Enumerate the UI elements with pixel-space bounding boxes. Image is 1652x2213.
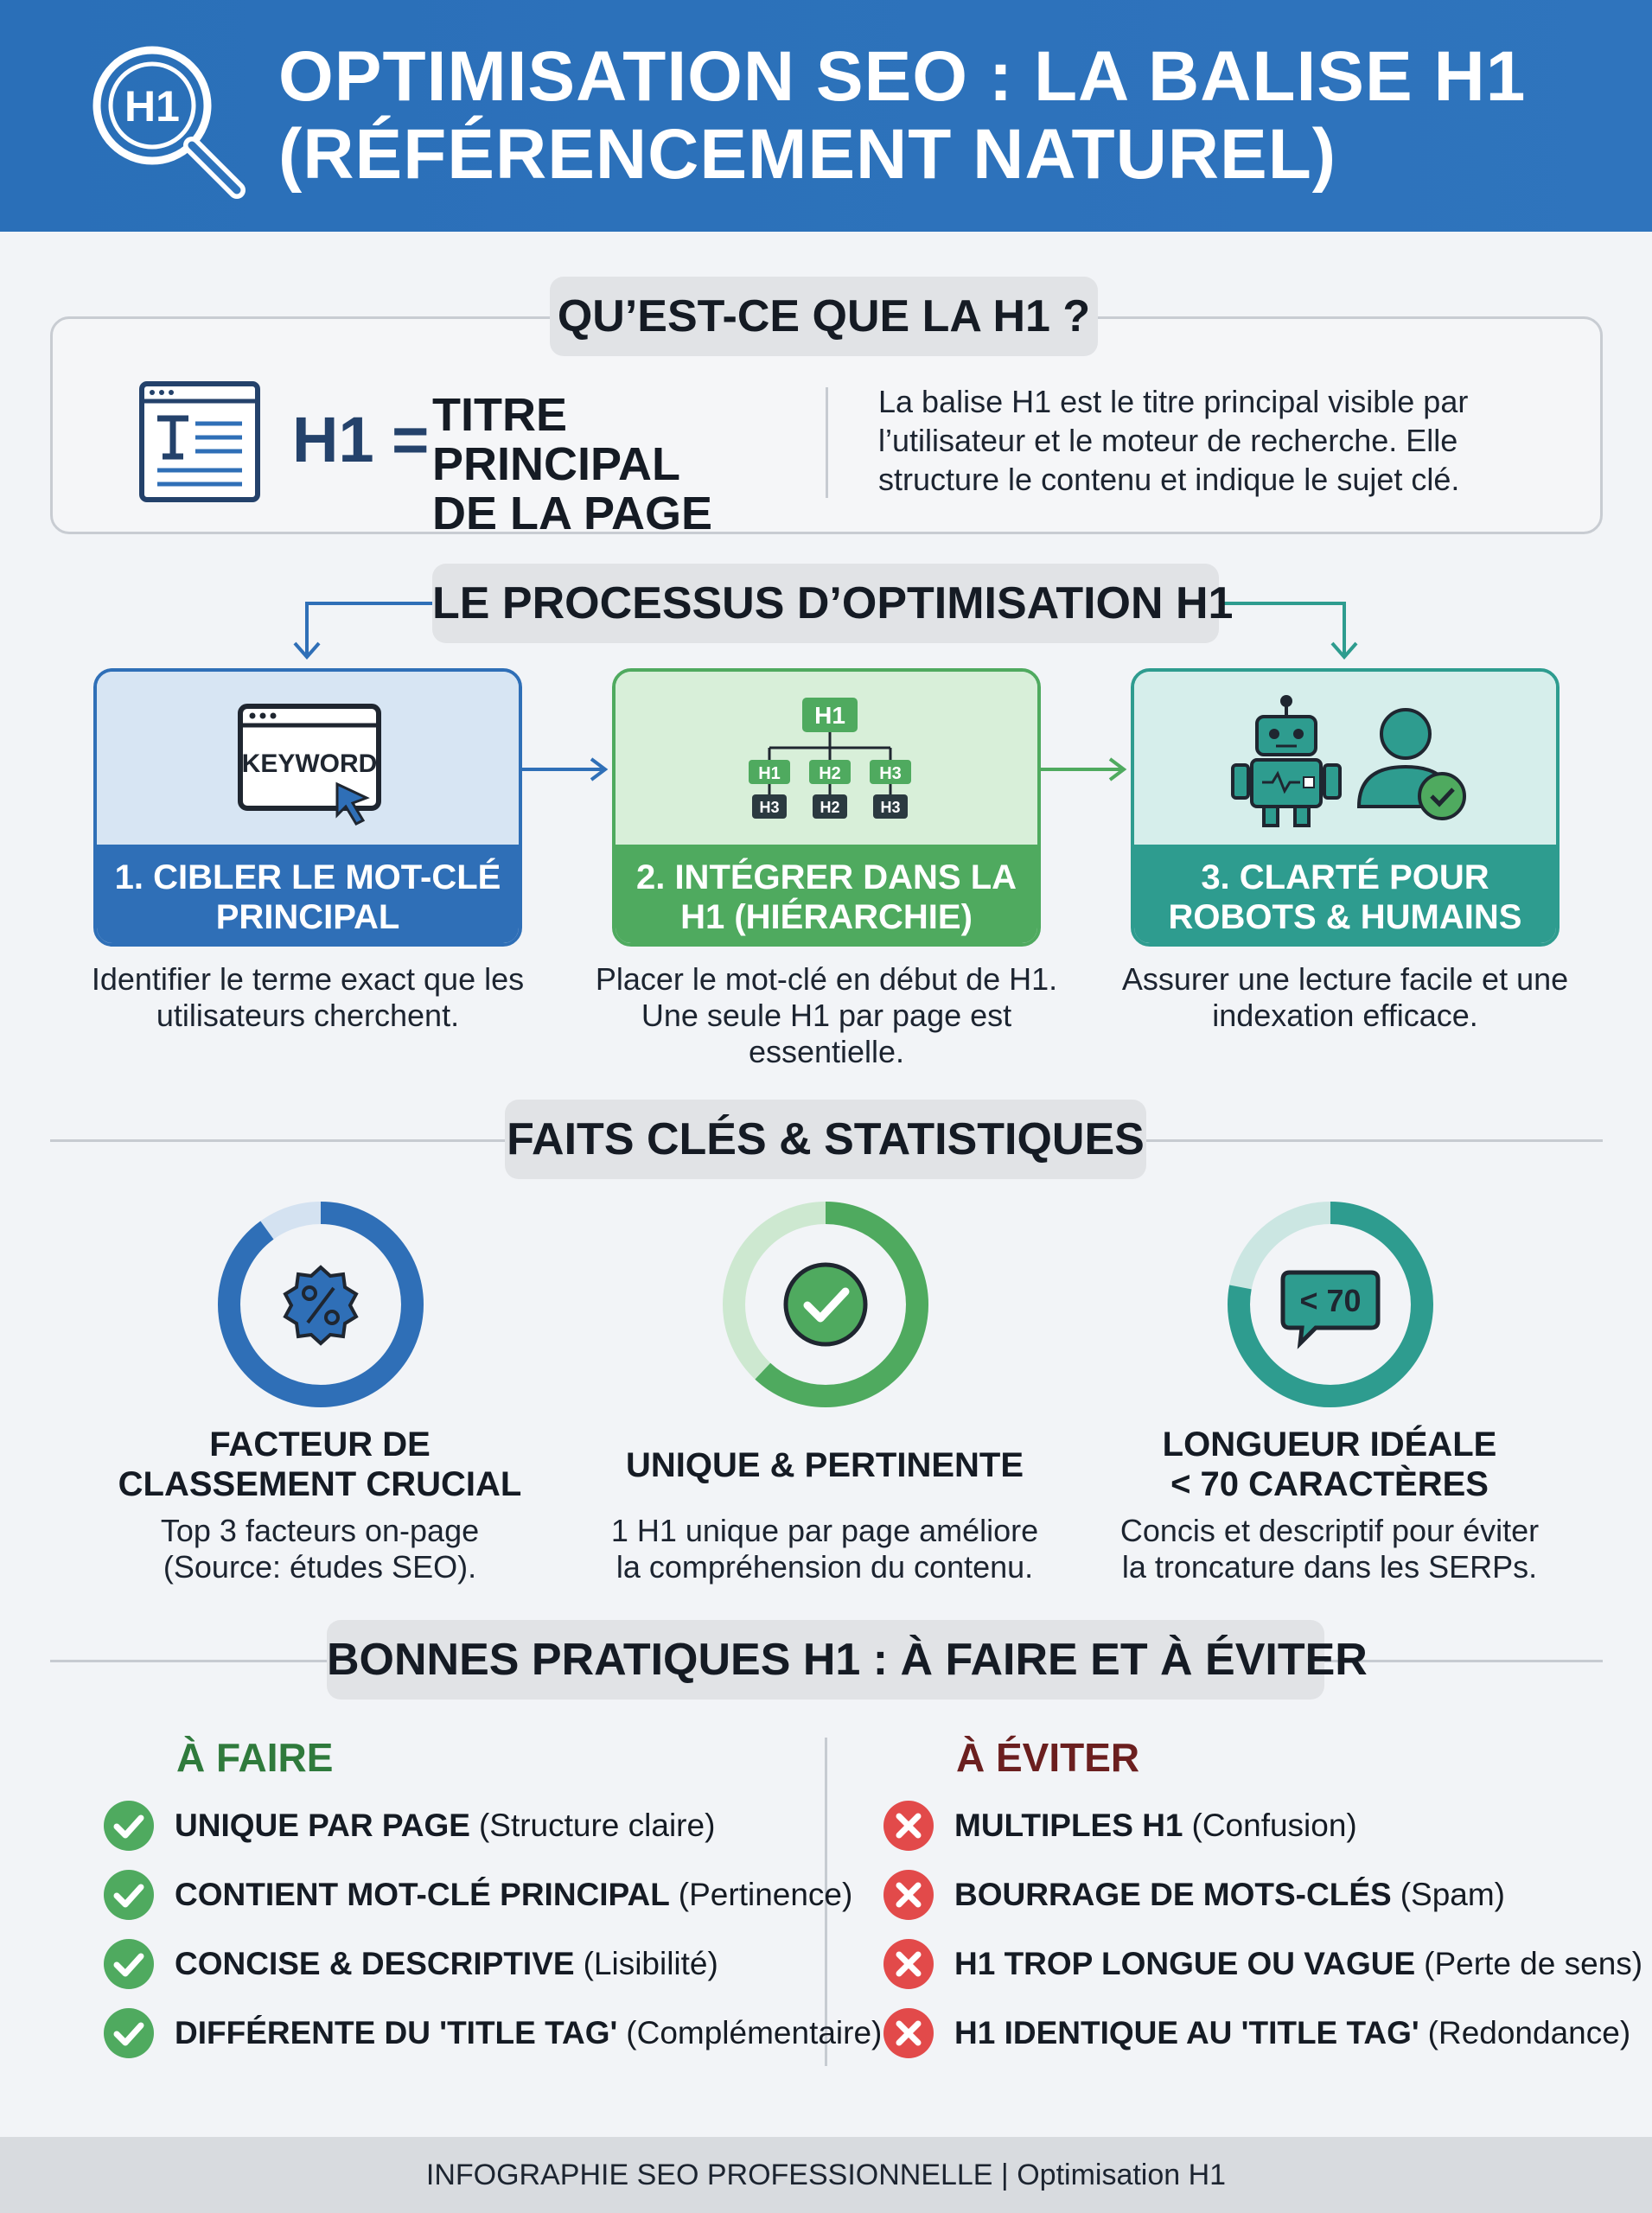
- stat-desc-ranking-line2: (Source: études SEO).: [163, 1549, 477, 1585]
- process-step-2-description: Placer le mot-clé en début de H1. Une seule H1 par page est essentielle.: [595, 961, 1058, 1069]
- check-circle-icon: [102, 1937, 156, 1991]
- h1-equation-definition: [432, 391, 813, 539]
- check-circle-icon: [102, 1799, 156, 1853]
- do-item-label: UNIQUE PAR PAGE: [175, 1808, 470, 1843]
- h1-definition-text: La balise H1 est le titre principal visible par l’utilisateur et le moteur de recherche. Elle structure le contenu et indique le sujet clé.: [878, 384, 1469, 497]
- stat-title-length: [1088, 1425, 1572, 1504]
- avoid-item: [882, 1798, 1357, 1853]
- svg-text:H2: H2: [819, 764, 841, 783]
- page-title-line2: (RÉFÉRENCEMENT NATUREL): [278, 115, 1337, 194]
- do-item-note: (Structure claire): [478, 1808, 716, 1843]
- avoid-item-note: (Perte de sens): [1424, 1946, 1643, 1981]
- avoid-item-note: (Redondance): [1427, 2015, 1631, 2050]
- do-item-note: (Lisibilité): [583, 1946, 718, 1981]
- do-item-note: (Complémentaire): [626, 2015, 883, 2050]
- do-item-label: DIFFÉRENTE DU 'TITLE TAG': [175, 2015, 618, 2050]
- avoid-item: [882, 2006, 1630, 2061]
- magnifier-h1-icon: [85, 38, 249, 202]
- svg-text:H3: H3: [880, 799, 901, 816]
- avoid-item-note: (Spam): [1400, 1877, 1505, 1912]
- avoid-item-label: H1 IDENTIQUE AU 'TITLE TAG': [954, 2015, 1419, 2050]
- header-banner: [0, 0, 1652, 232]
- keyword-browser-icon: [237, 703, 386, 826]
- process-step-3-description: Assurer une lecture facile et une indexation efficace.: [1121, 961, 1569, 1033]
- stat-ring-length: [1222, 1196, 1438, 1413]
- svg-text:H3: H3: [879, 764, 902, 783]
- cross-circle-icon: [882, 2006, 935, 2060]
- stat-desc-unique-line2: la compréhension du contenu.: [616, 1549, 1034, 1585]
- process-step-2: [612, 668, 1041, 947]
- page-title-line1: OPTIMISATION SEO : LA BALISE H1: [278, 37, 1527, 116]
- avoid-item-label: MULTIPLES H1: [954, 1808, 1183, 1843]
- process-step-1: [93, 668, 522, 947]
- stat-title-unique: [583, 1445, 1067, 1485]
- avoid-item: [882, 1867, 1505, 1923]
- footer: INFOGRAPHIE SEO PROFESSIONNELLE | Optimisation H1: [0, 2137, 1652, 2213]
- process-step-1-title: 1. CIBLER LE MOT-CLÉ PRINCIPAL: [97, 845, 519, 947]
- do-item-note: (Pertinence): [678, 1877, 853, 1912]
- svg-text:H2: H2: [820, 799, 840, 816]
- avoid-item-note: (Confusion): [1191, 1808, 1357, 1843]
- do-column-heading: À FAIRE: [176, 1735, 334, 1780]
- avoid-item-label: H1 TROP LONGUE OU VAGUE: [954, 1946, 1416, 1981]
- svg-text:H1: H1: [758, 764, 781, 783]
- h1-equation-line1: TITRE PRINCIPAL: [432, 389, 681, 490]
- do-item-label: CONCISE & DESCRIPTIVE: [175, 1946, 575, 1981]
- speech-bubble-icon: [1283, 1272, 1378, 1343]
- svg-text:H1: H1: [814, 702, 845, 729]
- stat-title-length-line1: LONGUEUR IDÉALE: [1162, 1425, 1497, 1464]
- section-heading-stats: FAITS CLÉS & STATISTIQUES: [505, 1100, 1146, 1179]
- cross-circle-icon: [882, 1868, 935, 1922]
- page-title: [278, 38, 1627, 194]
- svg-text:< 70: < 70: [1299, 1283, 1362, 1318]
- stat-desc-unique-line1: 1 H1 unique par page améliore: [610, 1513, 1039, 1548]
- cross-circle-icon: [882, 1937, 935, 1991]
- stat-desc-ranking: [78, 1513, 562, 1585]
- h1-equation-line2: DE LA PAGE: [432, 488, 713, 539]
- check-circle-icon: [786, 1265, 865, 1344]
- stat-ring-ranking: [213, 1196, 429, 1413]
- arrow-right-icon: [1039, 752, 1131, 787]
- check-circle-icon: [102, 1868, 156, 1922]
- stat-title-ranking-line2: CLASSEMENT CRUCIAL: [118, 1465, 522, 1503]
- do-item: [102, 1936, 718, 1992]
- vertical-divider: [826, 387, 828, 498]
- avoid-column-heading: À ÉVITER: [956, 1735, 1140, 1780]
- do-item: [102, 1798, 715, 1853]
- document-text-icon: [138, 380, 261, 503]
- check-circle-icon: [102, 2006, 156, 2060]
- avoid-item-label: BOURRAGE DE MOTS-CLÉS: [954, 1877, 1392, 1912]
- section-heading-practices: BONNES PRATIQUES H1 : À FAIRE ET À ÉVITER: [327, 1620, 1324, 1700]
- process-step-1-description: Identifier le terme exact que les utilisateurs cherchent.: [91, 961, 525, 1033]
- stat-desc-length: [1088, 1513, 1572, 1585]
- svg-text:KEYWORD: KEYWORD: [241, 749, 378, 778]
- do-item: [102, 2006, 882, 2061]
- do-item-label: CONTIENT MOT-CLÉ PRINCIPAL: [175, 1877, 670, 1912]
- stat-title-ranking-line1: FACTEUR DE: [209, 1425, 431, 1464]
- arrow-right-icon: [520, 752, 612, 787]
- cross-circle-icon: [882, 1799, 935, 1853]
- process-step-3: [1131, 668, 1560, 947]
- svg-text:H1: H1: [124, 82, 180, 131]
- stat-desc-unique: [583, 1513, 1067, 1585]
- percent-badge-icon: [285, 1267, 356, 1343]
- stat-desc-length-line1: Concis et descriptif pour éviter: [1119, 1513, 1540, 1548]
- hierarchy-tree-icon: [745, 694, 915, 831]
- svg-text:H3: H3: [759, 799, 780, 816]
- robot-and-user-icon: [1221, 694, 1477, 831]
- stat-title-ranking: [78, 1425, 562, 1504]
- stat-title-length-line2: < 70 CARACTÈRES: [1170, 1465, 1489, 1503]
- stat-ring-unique: [718, 1196, 934, 1413]
- section-heading-process: LE PROCESSUS D’OPTIMISATION H1: [432, 564, 1219, 643]
- stat-desc-length-line2: la troncature dans les SERPs.: [1121, 1549, 1538, 1585]
- stat-desc-ranking-line1: Top 3 facteurs on-page: [160, 1513, 480, 1548]
- process-step-2-title: 2. INTÉGRER DANS LA H1 (HIÉRARCHIE): [616, 845, 1037, 947]
- avoid-item: [882, 1936, 1642, 1992]
- process-step-3-title: 3. CLARTÉ POUR ROBOTS & HUMAINS: [1134, 845, 1556, 947]
- do-item: [102, 1867, 852, 1923]
- section-heading-what-is: QU’EST-CE QUE LA H1 ?: [550, 277, 1098, 356]
- stat-title-unique-line1: UNIQUE & PERTINENTE: [625, 1446, 1024, 1484]
- h1-equation-label: H1 =: [292, 404, 430, 475]
